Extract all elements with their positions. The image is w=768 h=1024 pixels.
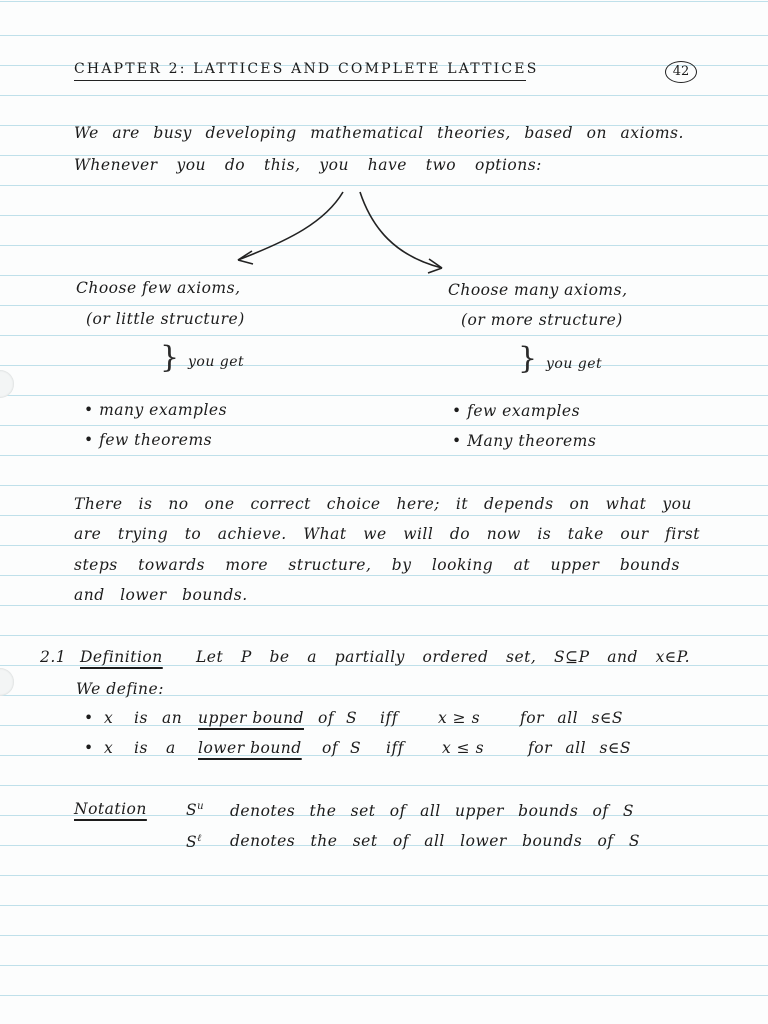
word: by (391, 556, 412, 574)
word: this, (263, 156, 301, 174)
word: more (225, 556, 268, 574)
word: first (665, 525, 700, 543)
word: What (303, 525, 347, 543)
word: choice (326, 495, 381, 513)
word: are (112, 124, 140, 142)
word: do (224, 156, 246, 174)
word: looking (431, 556, 494, 574)
word: be (269, 648, 290, 666)
right-bullet-2: • Many theorems (452, 432, 597, 450)
word: upper (550, 556, 600, 574)
word: set (350, 802, 376, 820)
word: is (138, 495, 153, 513)
word: what (605, 495, 647, 513)
word: and (607, 648, 638, 666)
upper-bound-term: upper bound (198, 709, 304, 727)
paragraph-line-2 (74, 527, 700, 543)
page-number: 42 (665, 61, 697, 83)
left-bullet-text: few theorems (99, 431, 213, 449)
word: bounds (619, 556, 680, 574)
word: two (425, 156, 457, 174)
item-var: x (104, 709, 114, 727)
right-bullet-text: Many theorems (467, 432, 597, 450)
word: denotes (230, 802, 296, 820)
notation-line-upper (230, 804, 634, 820)
word: the (310, 832, 338, 850)
word: bounds (518, 802, 579, 820)
superscript-l: ℓ (197, 833, 202, 844)
word: are (74, 525, 102, 543)
word: is (537, 525, 552, 543)
item-condition: for all s∈S (520, 709, 624, 727)
word: do (449, 525, 471, 543)
word: all (420, 802, 441, 820)
right-bullet-text: few examples (467, 402, 581, 420)
left-bullet-1: • many examples (84, 401, 228, 419)
word: mathematical (310, 124, 424, 142)
word: S⊆P (554, 648, 590, 666)
item-iff: iff (380, 709, 398, 727)
word: partially (334, 648, 405, 666)
word: developing (205, 124, 297, 142)
word: of (592, 802, 609, 820)
word: depends (483, 495, 554, 513)
item-of: of (318, 709, 335, 727)
word: towards (138, 556, 205, 574)
word: of (392, 832, 409, 850)
word: busy (153, 124, 192, 142)
word: to (184, 525, 202, 543)
word: lower (460, 832, 507, 850)
item-is: is (134, 739, 148, 757)
item-relation: x ≤ s (442, 739, 485, 757)
item-set: S (346, 709, 358, 727)
word: S (628, 832, 640, 850)
left-brace: } (160, 340, 180, 375)
word: structure, (288, 556, 372, 574)
word: steps (74, 556, 118, 574)
word: Let (196, 648, 224, 666)
notation-symbol-lower (186, 834, 202, 851)
word: upper (455, 802, 504, 820)
word: There (74, 495, 123, 513)
item-condition: for all s∈S (528, 739, 632, 757)
right-option-line-1: Choose many axioms, (448, 281, 628, 299)
notation-symbol-upper (186, 802, 204, 819)
word: set (352, 832, 378, 850)
word: our (620, 525, 649, 543)
word: will (403, 525, 434, 543)
right-option-line-2: (or more structure) (461, 311, 623, 329)
item-is: is (134, 709, 148, 727)
left-option-line-2: (or little structure) (86, 310, 245, 328)
word: of (597, 832, 614, 850)
item-article: an (162, 709, 183, 727)
right-bullet-1: • few examples (452, 402, 581, 420)
word: have (367, 156, 407, 174)
left-you-get: you get (188, 354, 245, 370)
word: the (309, 802, 337, 820)
word: theories, (437, 124, 511, 142)
word: denotes (230, 832, 296, 850)
word: no (168, 495, 189, 513)
item-relation: x ≥ s (438, 709, 481, 727)
lower-bound-term: lower bound (198, 739, 302, 757)
notation-heading: Notation (74, 800, 147, 818)
item-set: S (350, 739, 362, 757)
item-var: x (104, 739, 114, 757)
left-arrow (238, 192, 343, 260)
word: of (389, 802, 406, 820)
word: at (513, 556, 531, 574)
item-article: a (166, 739, 176, 757)
notation-line-lower (230, 834, 640, 850)
left-bullet-2: • few theorems (84, 431, 213, 449)
word: set, (506, 648, 537, 666)
paragraph-line-4: and lower bounds. (74, 586, 248, 604)
word: you (662, 495, 692, 513)
superscript-u: u (197, 801, 205, 812)
word: options: (474, 156, 542, 174)
set-symbol: S (186, 801, 198, 820)
word: on (586, 124, 607, 142)
word: one (204, 495, 235, 513)
word: achieve. (217, 525, 287, 543)
item-of: of (322, 739, 339, 757)
chapter-title: CHAPTER 2: LATTICES AND COMPLETE LATTICES (74, 62, 526, 81)
right-brace: } (518, 341, 538, 376)
word: S (622, 802, 634, 820)
word: we (363, 525, 387, 543)
word: a (307, 648, 318, 666)
right-arrow (360, 192, 442, 268)
word: you (319, 156, 349, 174)
set-symbol: S (186, 833, 198, 852)
word: trying (117, 525, 169, 543)
word: it (455, 495, 469, 513)
definition-number: 2.1 (40, 648, 67, 666)
bullet: • (84, 739, 94, 757)
definition-line-1 (196, 650, 690, 666)
word: axioms. (620, 124, 684, 142)
word: on (569, 495, 590, 513)
definition-heading: Definition (80, 648, 163, 666)
word: bounds (522, 832, 583, 850)
word: We (74, 124, 99, 142)
definition-line-2: We define: (76, 680, 164, 698)
word: Whenever (74, 156, 158, 174)
word: based (524, 124, 574, 142)
bullet: • (84, 709, 94, 727)
word: P (240, 648, 252, 666)
word: take (567, 525, 604, 543)
item-iff: iff (386, 739, 404, 757)
word: now (486, 525, 521, 543)
word: here; (396, 495, 440, 513)
word: you (176, 156, 207, 174)
paragraph-line-3 (74, 558, 680, 574)
word: x∈P. (655, 648, 690, 666)
word: ordered (422, 648, 489, 666)
right-you-get: you get (546, 356, 603, 372)
word: correct (250, 495, 311, 513)
paragraph-line-1 (74, 497, 692, 513)
word: all (424, 832, 445, 850)
left-bullet-text: many examples (99, 401, 228, 419)
left-option-line-1: Choose few axioms, (76, 279, 241, 297)
